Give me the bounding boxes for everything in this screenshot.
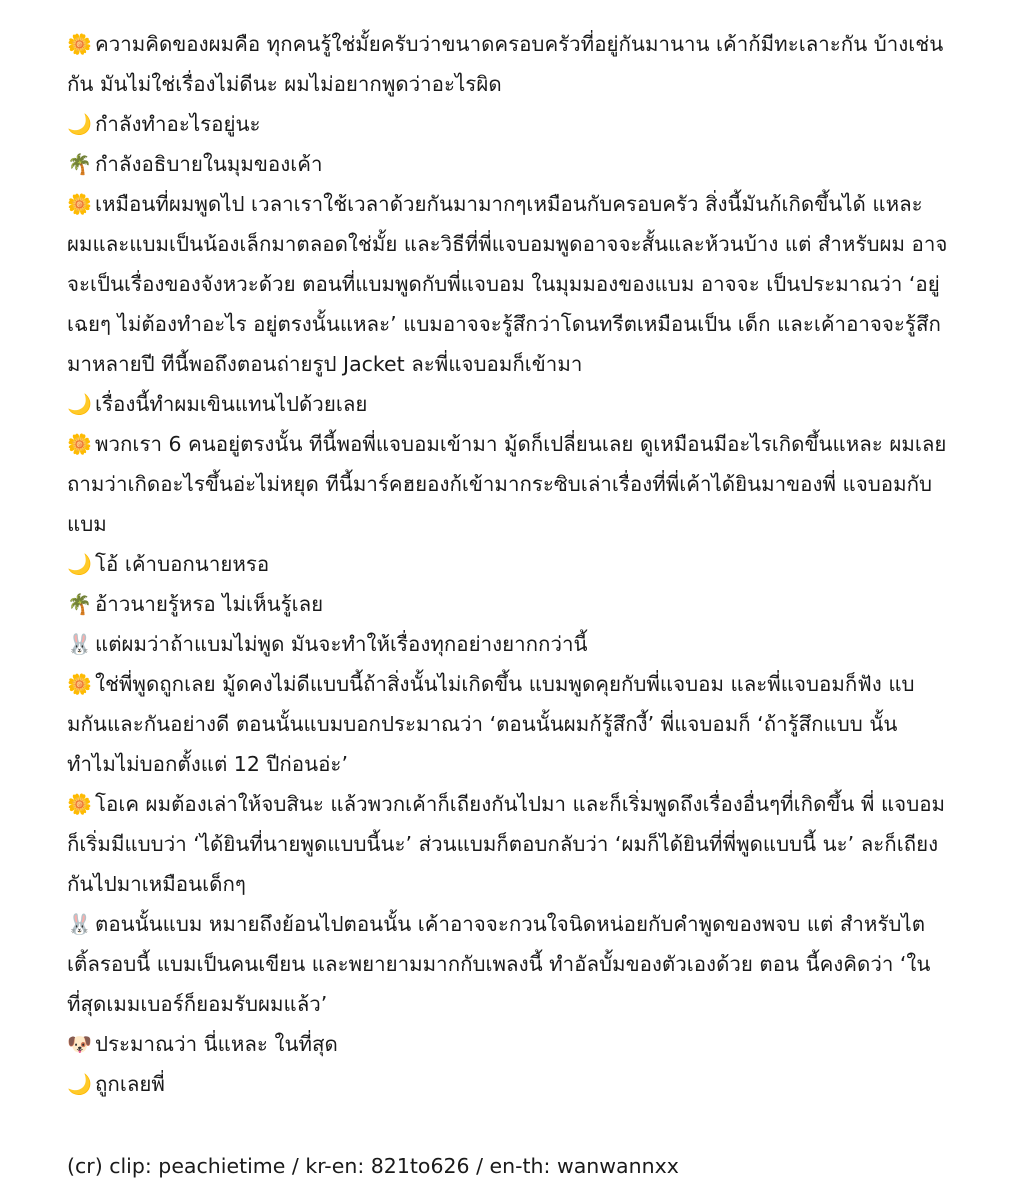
dialogue-text: ประมาณว่า นี่แหละ ในที่สุด bbox=[95, 1032, 338, 1056]
palm-tree-icon: 🌴 bbox=[67, 152, 92, 176]
credit-line: (cr) clip: peachietime / kr-en: 821to626 / en-th: wanwannxx bbox=[67, 1154, 679, 1178]
dog-icon: 🐶 bbox=[67, 1032, 92, 1056]
dialogue-text: ตอนนั้นแบม หมายถึงย้อนไปตอนนั้น เค้าอาจจะกวนใจนิดหน่อยกับคำพูดของพจบ แต่ สำหรับไตเติ้ลรอบนี้ แบมเป็นคนเขียน และพยายามมากกับเพลงนี้ ทำอัลบั้มของตัวเองด้วย ตอน นี้คงคิดว่า ‘ในที่สุดเมมเบอร์ก็ยอมรับผมแล้ว’ bbox=[67, 912, 931, 1016]
dialogue-line bbox=[67, 104, 952, 144]
sunflower-icon: 🌼 bbox=[67, 192, 92, 216]
sunflower-icon: 🌼 bbox=[67, 792, 92, 816]
moon-icon: 🌙 bbox=[67, 552, 92, 576]
sunflower-icon: 🌼 bbox=[67, 432, 92, 456]
dialogue-line bbox=[67, 784, 952, 904]
dialogue-line bbox=[67, 624, 952, 664]
dialogue-text: โอ้ เค้าบอกนายหรอ bbox=[95, 552, 270, 576]
dialogue-text: เหมือนที่ผมพูดไป เวลาเราใช้เวลาด้วยกันมามากๆเหมือนกับครอบครัว สิ่งนี้มันก้เกิดขึ้นได้ แหละ ผมและแบมเป็นน้องเล็กมาตลอดใช่มั้ย และวิธีที่พี่แจบอมพูดอาจจะสั้นและห้วนบ้าง แต่ สำหรับผม อาจจะเป็นเรื่องของจังหวะด้วย ตอนที่แบมพูดกับพี่แจบอม ในมุมมองของแบม อาจจะ เป็นประมาณว่า ‘อยู่เฉยๆ ไม่ต้องทำอะไร อยู่ตรงนั้นแหละ’ แบมอาจจะรู้สึกว่าโดนทรีตเหมือนเป็น เด็ก และเค้าอาจจะรู้สึกมาหลายปี ทีนี้พอถึงตอนถ่ายรูป Jacket ละพี่แจบอมก็เข้ามา bbox=[67, 192, 948, 376]
dialogue-line bbox=[67, 24, 952, 104]
dialogue-line bbox=[67, 584, 952, 624]
dialogue-line bbox=[67, 544, 952, 584]
dialogue-line bbox=[67, 144, 952, 184]
sunflower-icon: 🌼 bbox=[67, 32, 92, 56]
dialogue-text: ถูกเลยพี่ bbox=[95, 1072, 165, 1096]
moon-icon: 🌙 bbox=[67, 392, 92, 416]
sunflower-icon: 🌼 bbox=[67, 672, 92, 696]
rabbit-icon: 🐰 bbox=[67, 912, 92, 936]
translation-note bbox=[67, 24, 952, 1104]
dialogue-line bbox=[67, 184, 952, 384]
rabbit-icon: 🐰 bbox=[67, 632, 92, 656]
dialogue-line bbox=[67, 904, 952, 1024]
moon-icon: 🌙 bbox=[67, 1072, 92, 1096]
dialogue-text: กำลังทำอะไรอยู่นะ bbox=[95, 112, 261, 136]
dialogue-text: อ้าวนายรู้หรอ ไม่เห็นรู้เลย bbox=[95, 592, 324, 616]
dialogue-line bbox=[67, 1064, 952, 1104]
dialogue-line bbox=[67, 664, 952, 784]
dialogue-text: พวกเรา 6 คนอยู่ตรงนั้น ทีนี้พอพี่แจบอมเข้ามา มู้ดก็เปลี่ยนเลย ดูเหมือนมีอะไรเกิดขึ้นแหละ ผมเลยถามว่าเกิดอะไรขึ้นอ่ะไม่หยุด ทีนี้มาร์คฮยองก้เข้ามากระซิบเล่าเรื่องที่พี่เค้าได้ยินมาของพี่ แจบอมกับแบม bbox=[67, 432, 947, 536]
dialogue-text: เรื่องนี้ทำผมเขินแทนไปด้วยเลย bbox=[95, 392, 368, 416]
dialogue-line bbox=[67, 424, 952, 544]
dialogue-text: ใช่พี่พูดถูกเลย มู้ดคงไม่ดีแบบนี้ถ้าสิ่งนั้นไม่เกิดขึ้น แบมพูดคุยกับพี่แจบอม และพี่แจบอมก็ฟัง แบมกันและกันอย่างดี ตอนนั้นแบมบอกประมาณว่า ‘ตอนนั้นผมก้รู้สึกงี้’ พี่แจบอมก็ ‘ถ้ารู้สึกแบบ นั้น ทำไมไม่บอกตั้งแต่ 12 ปีก่อนอ่ะ’ bbox=[67, 672, 915, 776]
dialogue-line bbox=[67, 384, 952, 424]
moon-icon: 🌙 bbox=[67, 112, 92, 136]
dialogue-text: กำลังอธิบายในมุมของเค้า bbox=[95, 152, 323, 176]
dialogue-line bbox=[67, 1024, 952, 1064]
dialogue-text: แต่ผมว่าถ้าแบมไม่พูด มันจะทำให้เรื่องทุกอย่างยากกว่านี้ bbox=[95, 632, 588, 656]
palm-tree-icon: 🌴 bbox=[67, 592, 92, 616]
dialogue-text: โอเค ผมต้องเล่าให้จบสินะ แล้วพวกเค้าก็เถียงกันไปมา และก็เริ่มพูดถึงเรื่องอื่นๆที่เกิดขึ้น พี่ แจบอมก็เริ่มมีแบบว่า ‘ได้ยินที่นายพูดแบบนี้นะ’ ส่วนแบมก็ตอบกลับว่า ‘ผมก็ได้ยินที่พี่พูดแบบนี้ นะ’ ละก็เถียงกันไปมาเหมือนเด็กๆ bbox=[67, 792, 946, 896]
dialogue-text: ความคิดของผมคือ ทุกคนรู้ใช่มั้ยครับว่าขนาดครอบครัวที่อยู่กันมานาน เค้าก้มีทะเลาะกัน บ้างเช่นกัน มันไม่ใช่เรื่องไม่ดีนะ ผมไม่อยากพูดว่าอะไรผิด bbox=[67, 32, 944, 96]
